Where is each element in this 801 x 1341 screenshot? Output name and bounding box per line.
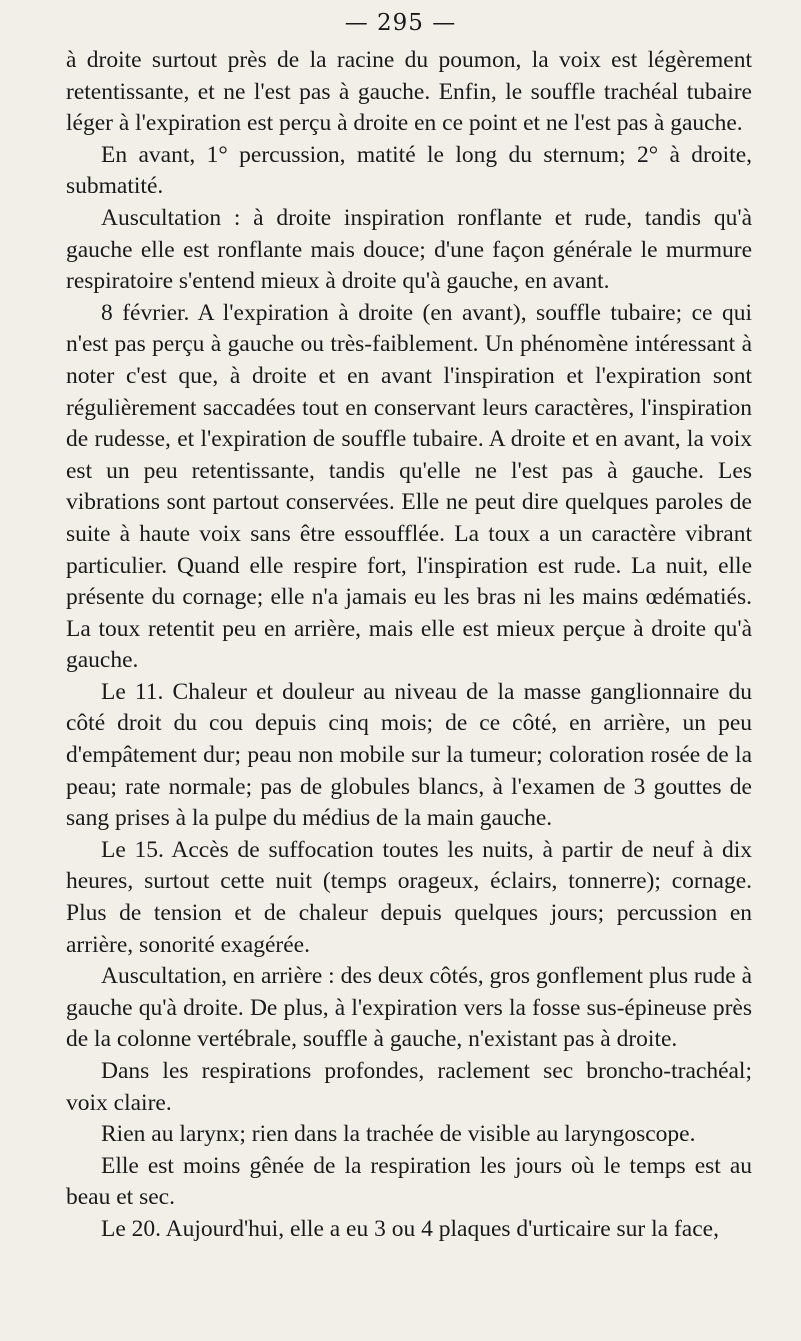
paragraph-le-15: Le 15. Accès de suffocation toutes les nuits, à partir de neuf à dix heures, surtout cette nuit (temps orageux, éclairs, tonnerre); cornage. Plus de tension et de chaleur depuis quelques jours; percussion en arrière, sonorité exagérée. (66, 836, 752, 958)
paragraph-percussion: En avant, 1° percussion, matité le long du sternum; 2° à droite, submatité. (66, 141, 752, 200)
paragraph-auscultation-arriere: Auscultation, en arrière : des deux côtés, gros gonflement plus rude à gauche qu'à droite. De plus, à l'expiration vers la fosse sus-épineuse près de la colonne vertébrale, souffle à gauche, n'existant pas à droite. (66, 963, 752, 1053)
paragraph-8-fevrier: 8 février. A l'expiration à droite (en avant), souffle tubaire; ce qui n'est pas perçu à gauche ou très-faiblement. Un phénomène intéressant à noter c'est que, à droite et en avant l'inspiration et l'expiration sont régulièrement saccadées tout en conservant leurs caractères, l'inspiration de rudesse, et l'expiration de souffle tubaire. A droite et en avant, la voix est un peu retentissante, tandis qu'elle ne l'est pas à gauche. Les vibrations sont partout conservées. Elle ne peut dire quelques paroles de suite à haute voix sans être essoufflée. La toux a un caractère vibrant particulier. Quand elle respire fort, l'inspiration est rude. La nuit, elle présente du cornage; elle n'a jamais eu les bras ni les mains œdématiés. La toux retentit peu en arrière, mais elle est mieux perçue à droite qu'à gauche. (66, 299, 752, 674)
paragraph-le-11: Le 11. Chaleur et douleur au niveau de la masse ganglionnaire du côté droit du cou depuis cinq mois; de ce côté, en arrière, un peu d'empâtement dur; peau non mobile sur la tumeur; coloration rosée de la peau; rate normale; pas de globules blancs, à l'examen de 3 gouttes de sang prises à la pulpe du médius de la main gauche. (66, 678, 752, 832)
paragraph-continuation: à droite surtout près de la racine du poumon, la voix est légèrement retentissante, et ne l'est pas à gauche. Enfin, le souffle trachéal tubaire léger à l'expiration est perçu à droite en ce point et ne l'est pas à gauche. (66, 47, 752, 137)
body-text (66, 45, 752, 1246)
paragraph-respirations: Dans les respirations profondes, raclement sec broncho-trachéal; voix claire. (66, 1058, 752, 1116)
paragraph-auscultation: Auscultation : à droite inspiration ronflante et rude, tandis qu'à gauche elle est ronflante mais douce; d'une façon générale le murmure respiratoire s'entend mieux à droite qu'à gauche, en avant. (66, 204, 752, 295)
paragraph-le-20: Le 20. Aujourd'hui, elle a eu 3 ou 4 plaques d'urticaire sur la face, (101, 1215, 719, 1242)
paragraph-temps: Elle est moins gênée de la respiration les jours où le temps est au beau et sec. (66, 1152, 752, 1211)
paragraph-larynx: Rien au larynx; rien dans la trachée de visible au laryngoscope. (101, 1121, 696, 1148)
page-number: — 295 — (344, 10, 457, 36)
